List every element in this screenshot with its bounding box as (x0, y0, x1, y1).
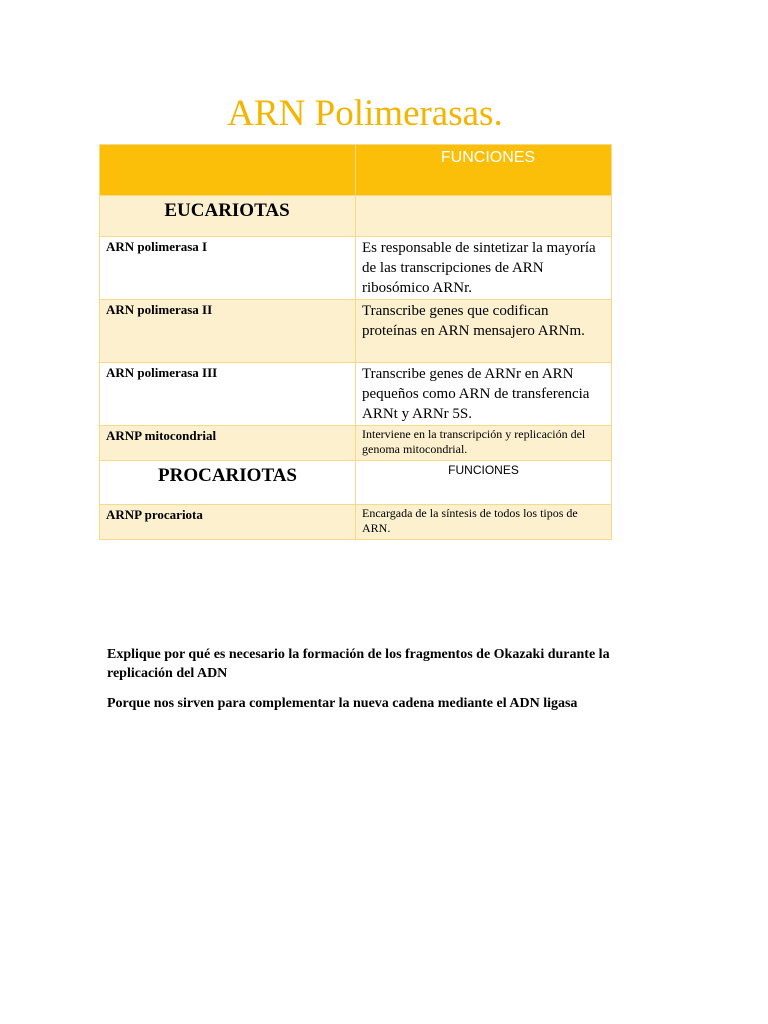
table-row (100, 505, 612, 540)
header-empty-cell (100, 145, 356, 196)
answer-text: Porque nos sirven para complementar la nueva cadena mediante el ADN ligasa (107, 696, 578, 711)
prokaryotes-functions-label: FUNCIONES (356, 461, 612, 505)
polymerase-function: Es responsable de sintetizar la mayoría de las transcripciones de ARN ribosómico ARNr. (356, 237, 612, 300)
polymerase-function: Encargada de la síntesis de todos los tipos de ARN. (356, 505, 612, 540)
polymerase-function: Transcribe genes que codifican proteínas en ARN mensajero ARNm. (356, 300, 612, 363)
polymerase-function: Transcribe genes de ARNr en ARN pequeños como ARN de transferencia ARNt y ARNr 5S. (356, 363, 612, 426)
polymerase-name: ARN polimerasa III (100, 363, 356, 426)
document-title: ARN Polimerasas. (227, 93, 503, 134)
arn-polymerase-table (99, 144, 612, 540)
eukaryotes-empty-cell (356, 196, 612, 237)
header-functions: FUNCIONES (356, 145, 612, 196)
polymerase-name: ARNP procariota (100, 505, 356, 540)
table-header-row (100, 145, 612, 196)
prokaryotes-label: PROCARIOTAS (100, 461, 356, 505)
question-text: Explique por qué es necesario la formación de los fragmentos de Okazaki durante la replicación del ADN (107, 647, 610, 681)
polymerase-name: ARN polimerasa I (100, 237, 356, 300)
eukaryotes-section-row (100, 196, 612, 237)
polymerase-name: ARNP mitocondrial (100, 426, 356, 461)
table-row (100, 237, 612, 300)
eukaryotes-label: EUCARIOTAS (100, 196, 356, 237)
prokaryotes-section-row (100, 461, 612, 505)
table-row (100, 363, 612, 426)
table-row (100, 300, 612, 363)
polymerase-function: Interviene en la transcripción y replicación del genoma mitocondrial. (356, 426, 612, 461)
polymerase-name: ARN polimerasa II (100, 300, 356, 363)
table-row (100, 426, 612, 461)
